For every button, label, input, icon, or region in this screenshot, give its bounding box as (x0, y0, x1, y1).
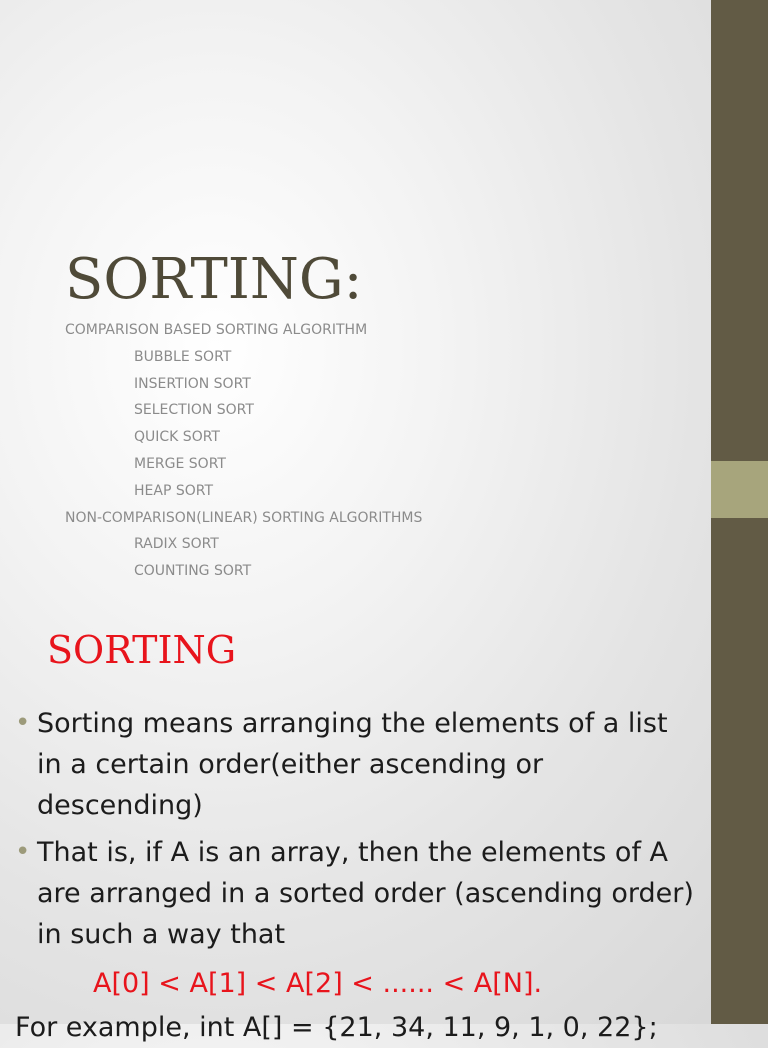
slide-title: SORTING: (65, 247, 363, 312)
bullet-item (15, 832, 695, 955)
algorithm-list (65, 317, 685, 578)
bullet-marker-icon: • (15, 837, 31, 867)
bullet-text: That is, if A is an array, then the elements of A are arranged in a sorted order (ascending order) in such a way that (37, 837, 694, 950)
bullet-item (15, 703, 695, 826)
list-item: HEAP SORT (134, 482, 214, 499)
example-line: For example, int A[] = {21, 34, 11, 9, 1, 0, 22}; (15, 1012, 658, 1043)
list-item: BUBBLE SORT (134, 348, 232, 365)
section-heading: SORTING (47, 628, 237, 672)
bullet-list (15, 703, 695, 961)
list-item: SELECTION SORT (134, 402, 254, 419)
formula-text: A[0] < A[1] < A[2] < ...... < A[N]. (93, 968, 543, 999)
list-item: INSERTION SORT (134, 375, 251, 392)
list-item: COUNTING SORT (134, 563, 252, 578)
side-accent-block (711, 461, 768, 518)
list-item-category: COMPARISON BASED SORTING ALGORITHM (65, 322, 368, 338)
list-item: MERGE SORT (134, 455, 226, 472)
bullet-marker-icon: • (15, 708, 31, 738)
bullet-text: Sorting means arranging the elements of a list in a certain order(either ascending or descending) (37, 708, 668, 821)
list-item: QUICK SORT (134, 429, 220, 446)
list-item-category: NON-COMPARISON(LINEAR) SORTING ALGORITHMS (65, 509, 423, 526)
list-item: RADIX SORT (134, 536, 219, 553)
